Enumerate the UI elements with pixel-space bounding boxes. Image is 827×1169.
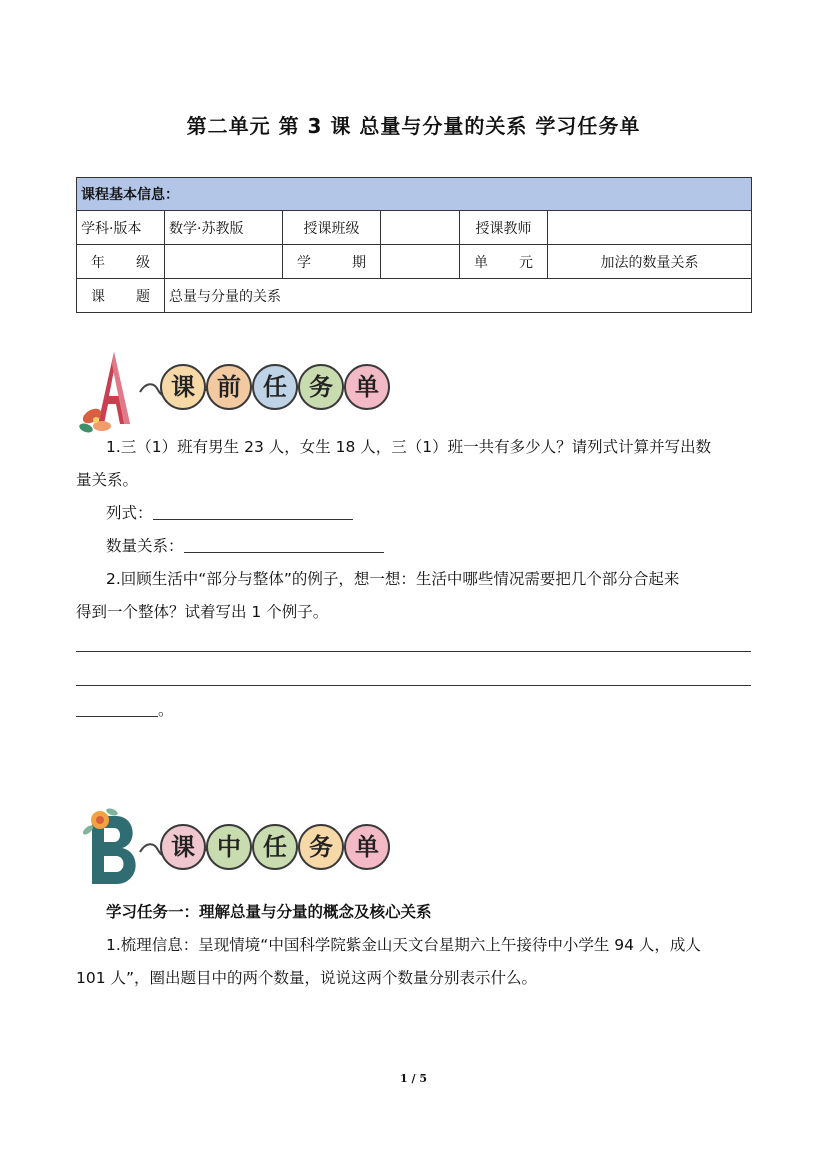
- in-class-banner: [78, 806, 408, 896]
- page-number: 1 / 5: [400, 1072, 427, 1085]
- teacher-label: 授课教师: [460, 211, 548, 245]
- class-label: 授课班级: [283, 211, 381, 245]
- end-mark: 。: [158, 701, 174, 719]
- pre-task-q1-line2: 量关系。: [76, 471, 139, 489]
- course-info-table: [76, 177, 752, 313]
- banner-b-char-4: 务: [298, 824, 344, 870]
- formula-label: 列式：: [106, 504, 153, 522]
- formula-blank[interactable]: [153, 501, 353, 520]
- in-task-q1-line1: 1.梳理信息：呈现情境“中国科学院紫金山天文台星期六上午接待中小学生 94 人，成人: [106, 936, 701, 954]
- subject-value: 数学·苏教版: [165, 211, 283, 245]
- banner-b-char-5: 单: [344, 824, 390, 870]
- in-task-heading: 学习任务一：理解总量与分量的概念及核心关系: [106, 903, 432, 921]
- banner-a-char-4: 务: [298, 364, 344, 410]
- topic-value: 总量与分量的关系: [165, 279, 752, 313]
- unit-value: 加法的数量关系: [548, 245, 752, 279]
- banner-a-char-3: 任: [252, 364, 298, 410]
- pre-task-q1: [76, 431, 751, 629]
- banner-b-char-2: 中: [206, 824, 252, 870]
- pre-class-banner: [78, 346, 408, 436]
- banner-a-char-1: 课: [160, 364, 206, 410]
- answer-line-3[interactable]: [76, 698, 158, 717]
- class-value: [381, 211, 460, 245]
- relation-label: 数量关系：: [106, 537, 184, 555]
- pre-task-q2-line2: 得到一个整体？试着写出 1 个例子。: [76, 603, 329, 621]
- banner-b-char-1: 课: [160, 824, 206, 870]
- grade-value: [165, 245, 283, 279]
- pre-task-q2-line1: 2.回顾生活中“部分与整体”的例子，想一想：生活中哪些情况需要把几个部分合起来: [106, 570, 680, 588]
- term-value: [381, 245, 460, 279]
- banner-a-char-5: 单: [344, 364, 390, 410]
- unit-label: 单 元: [460, 245, 548, 279]
- banner-a-char-2: 前: [206, 364, 252, 410]
- page-title: 第二单元 第 3 课 总量与分量的关系 学习任务单: [186, 114, 641, 138]
- in-task-section: [76, 896, 751, 995]
- banner-b-char-3: 任: [252, 824, 298, 870]
- grade-label: 年 级: [77, 245, 165, 279]
- answer-line-1[interactable]: [76, 651, 751, 652]
- teacher-value: [548, 211, 752, 245]
- term-label: 学 期: [283, 245, 381, 279]
- in-task-q1-line2: 101 人”，圈出题目中的两个数量，说说这两个数量分别表示什么。: [76, 969, 538, 987]
- pre-task-q1-line1: 1.三（1）班有男生 23 人，女生 18 人，三（1）班一共有多少人？请列式计算并写出数: [106, 438, 712, 456]
- answer-line-2[interactable]: [76, 685, 751, 686]
- topic-label: 课 题: [77, 279, 165, 313]
- subject-label: 学科·版本: [77, 211, 165, 245]
- course-info-header: 课程基本信息：: [77, 178, 752, 211]
- relation-blank[interactable]: [184, 534, 384, 553]
